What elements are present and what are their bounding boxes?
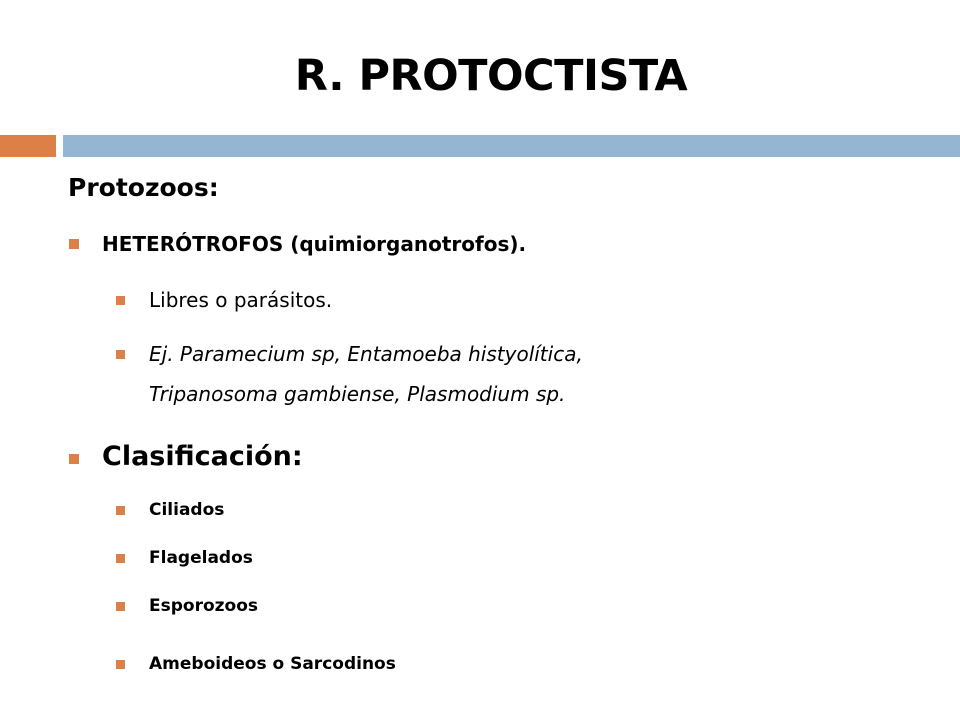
list-item-clasificacion: Clasificación: [102,441,303,472]
list-item-libres: Libres o parásitos. [149,288,333,312]
list-item-class: Esporozoos [149,596,259,616]
list-item-class: Ameboideos o Sarcodinos [149,654,396,674]
bullet-square-icon [116,602,125,611]
slide-title: R. PROTOCTISTA [294,51,688,101]
heterotrofos-detail: (quimiorganotrofos). [283,232,527,256]
list-item-class: Flagelados [149,548,253,568]
bullet-square-icon [69,239,79,249]
title-accent-bar-blue [63,135,960,157]
bullet-square-icon [116,554,125,563]
list-item-class: Ciliados [149,500,225,520]
bullet-square-icon [116,506,125,515]
list-item-heterotrofos [102,227,526,261]
list-item-example [149,337,583,411]
example-line-2: Tripanosoma gambiense, Plasmodium sp. [149,382,566,406]
bullet-square-icon [116,660,125,669]
section-heading: Protozoos: [68,173,219,202]
bullet-square-icon [69,454,79,464]
bullet-square-icon [116,350,125,359]
example-line-1: Ej. Paramecium sp, Entamoeba histyolítica, [149,342,583,366]
heterotrofos-label: HETERÓTROFOS [102,232,284,256]
title-accent-bar-orange [0,135,56,157]
bullet-square-icon [116,296,125,305]
